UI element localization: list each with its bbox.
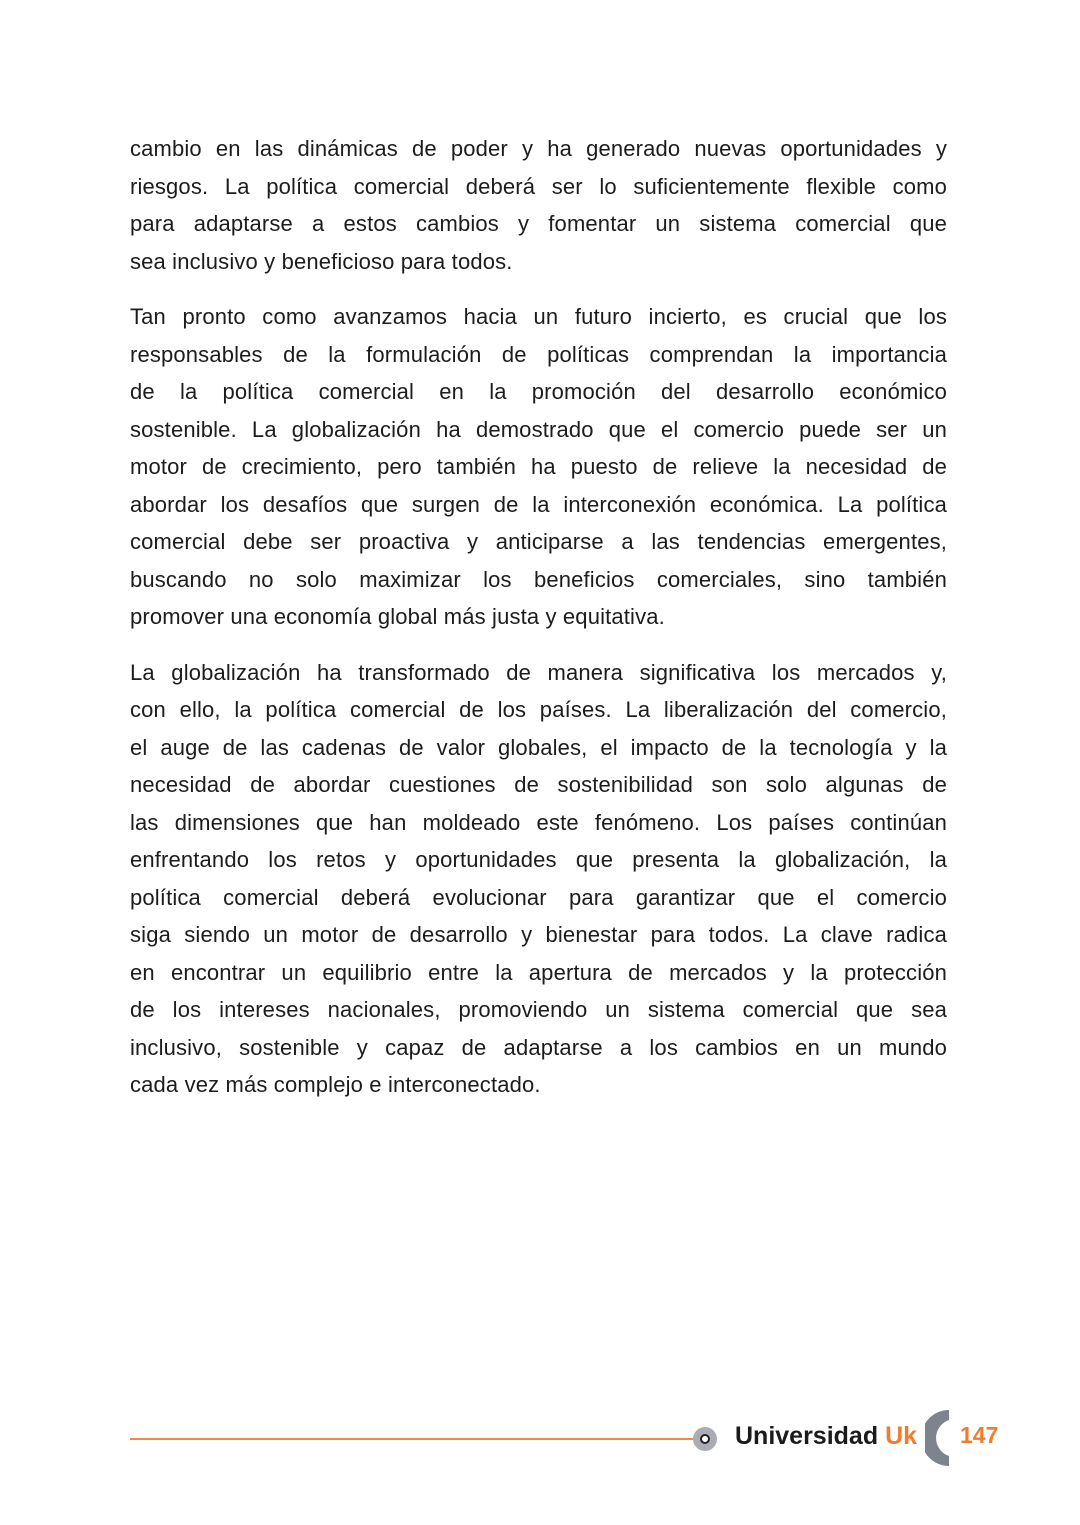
text-line: política comercial deberá evolucionar para garantizar que el comercio — [130, 884, 947, 910]
text-line: enfrentando los retos y oportunidades que presenta la globalización, la — [130, 847, 947, 872]
body-text — [130, 130, 947, 1122]
text-line: Tan pronto como avanzamos hacia un futuro incierto, es crucial que los — [130, 304, 947, 329]
circle-logo-icon — [693, 1427, 717, 1451]
text-line: responsables de la formulación de políticas comprendan la importancia — [130, 341, 947, 367]
text-line: motor de crecimiento, pero también ha puesto de relieve la necesidad de — [130, 454, 947, 479]
text-line: buscando no solo maximizar los beneficios comerciales, sino también — [130, 566, 947, 592]
paragraph — [130, 298, 947, 636]
text-line: sea inclusivo y beneficioso para todos. — [130, 248, 513, 274]
brand-suffix: Uk — [885, 1422, 918, 1450]
text-line: de la política comercial en la promoción del desarrollo económico — [130, 379, 947, 404]
paragraph — [130, 130, 947, 280]
text-line: abordar los desafíos que surgen de la interconexión económica. La política — [130, 491, 947, 517]
brand-name: Universidad — [735, 1422, 879, 1450]
text-line: el auge de las cadenas de valor globales, el impacto de la tecnología y la — [130, 734, 947, 760]
page-number: 147 — [960, 1422, 999, 1448]
text-line: riesgos. La política comercial deberá ser lo suficientemente flexible como — [130, 173, 947, 199]
text-line: inclusivo, sostenible y capaz de adaptarse a los cambios en un mundo — [130, 1034, 947, 1060]
text-line: las dimensiones que han moldeado este fenómeno. Los países continúan — [130, 809, 947, 835]
text-line: para adaptarse a estos cambios y fomentar un sistema comercial que — [130, 211, 947, 236]
text-line: sostenible. La globalización ha demostrado que el comercio puede ser un — [130, 416, 947, 442]
text-line: cambio en las dinámicas de poder y ha generado nuevas oportunidades y — [130, 136, 947, 161]
text-line: de los intereses nacionales, promoviendo un sistema comercial que sea — [130, 997, 947, 1022]
text-line: en encontrar un equilibrio entre la apertura de mercados y la protección — [130, 959, 947, 985]
paragraph — [130, 654, 947, 1104]
brand-logo — [735, 1422, 917, 1451]
footer-divider — [130, 1438, 695, 1440]
text-line: necesidad de abordar cuestiones de sostenibilidad son solo algunas de — [130, 772, 947, 797]
text-line: La globalización ha transformado de manera significativa los mercados y, — [130, 659, 947, 685]
text-line: promover una economía global más justa y equitativa. — [130, 604, 665, 629]
text-line: con ello, la política comercial de los países. La liberalización del comercio, — [130, 697, 947, 722]
text-line: siga siendo un motor de desarrollo y bienestar para todos. La clave radica — [130, 922, 947, 947]
text-line: comercial debe ser proactiva y anticiparse a las tendencias emergentes, — [130, 529, 947, 554]
text-line: cada vez más complejo e interconectado. — [130, 1072, 541, 1097]
